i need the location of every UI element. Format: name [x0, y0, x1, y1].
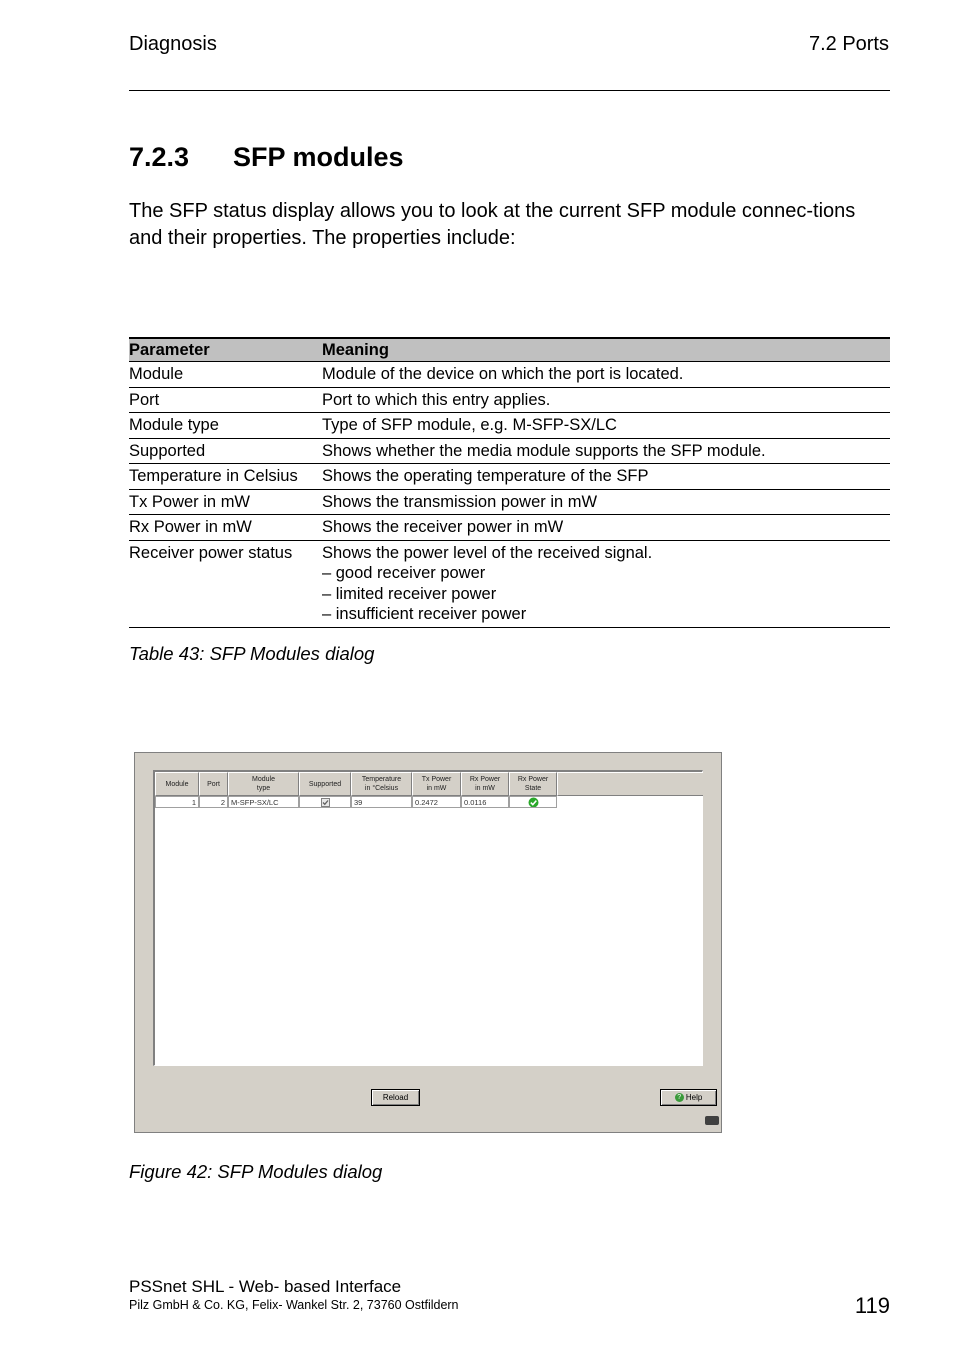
param-name: Rx Power in mW	[129, 515, 322, 541]
cell-supported[interactable]	[299, 796, 351, 808]
col-header-module[interactable]: Module	[155, 772, 199, 796]
meaning-line: Shows the power level of the received signal.	[322, 543, 653, 562]
parameter-table	[129, 337, 890, 628]
param-name: Supported	[129, 438, 322, 464]
param-row	[129, 489, 890, 515]
param-row	[129, 540, 890, 627]
page-number: 119	[854, 1293, 890, 1318]
cell-rx-power[interactable]: 0.0116	[461, 796, 509, 808]
col-header-filler	[557, 772, 703, 796]
help-button[interactable]	[660, 1089, 717, 1106]
param-row	[129, 438, 890, 464]
meaning-line: Type of SFP module, e.g. M-SFP-SX/LC	[322, 416, 617, 434]
param-column-header: Parameter	[129, 338, 322, 362]
section-number: 7.2.3	[129, 142, 190, 172]
reload-button[interactable]: Reload	[371, 1089, 420, 1106]
meaning-line: Shows the receiver power in mW	[322, 518, 564, 536]
meaning-line: – insufficient receiver power	[322, 605, 527, 623]
param-name: Tx Power in mW	[129, 489, 322, 515]
meaning-column-header: Meaning	[322, 338, 890, 362]
cell-port[interactable]: 2	[199, 796, 228, 808]
meaning-line: Shows the operating temperature of the SFP	[322, 467, 649, 485]
table-caption: Table 43: SFP Modules dialog	[129, 643, 375, 664]
cell-rx-state[interactable]	[509, 796, 557, 808]
running-header-right: 7.2 Ports	[808, 33, 889, 55]
section-title: SFP modules	[233, 142, 404, 172]
help-icon: ?	[675, 1093, 684, 1102]
header-rule	[129, 90, 890, 91]
sfp-table-grid	[153, 770, 703, 1066]
col-header-module-type[interactable]: Module type	[228, 772, 299, 796]
footer-address: Pilz GmbH & Co. KG, Felix- Wankel Str. 2, 73760 Ostfildern	[129, 1298, 459, 1312]
param-name: Module type	[129, 413, 322, 439]
col-header-rx-power[interactable]: Rx Power in mW	[461, 772, 509, 796]
help-label: Help	[685, 1093, 703, 1102]
supported-checkbox-icon[interactable]	[321, 798, 330, 807]
good-status-icon	[528, 797, 539, 808]
cell-module[interactable]: 1	[155, 796, 199, 808]
col-header-supported[interactable]: Supported	[299, 772, 351, 796]
col-header-temperature[interactable]: Temperature in °Celsius	[351, 772, 412, 796]
param-name: Module	[129, 362, 322, 388]
param-name: Receiver power status	[129, 540, 322, 627]
meaning-line: Shows whether the media module supports the SFP module.	[322, 441, 766, 460]
meaning-line: – limited receiver power	[322, 584, 497, 603]
param-meaning	[322, 464, 890, 490]
cell-tx-power[interactable]: 0.2472	[412, 796, 461, 808]
param-row	[129, 413, 890, 439]
meaning-line: Port to which this entry applies.	[322, 390, 551, 409]
param-row	[129, 362, 890, 388]
param-name: Temperature in Celsius	[129, 464, 322, 490]
param-row	[129, 464, 890, 490]
section-heading	[129, 142, 404, 173]
sfp-dialog-screenshot	[134, 752, 722, 1133]
meaning-line: Module of the device on which the port is located.	[322, 365, 684, 383]
col-header-rx-state[interactable]: Rx Power State	[509, 772, 557, 796]
figure-caption: Figure 42: SFP Modules dialog	[129, 1161, 383, 1182]
running-header-left: Diagnosis	[129, 33, 217, 55]
meaning-line: – good receiver power	[322, 564, 486, 582]
param-meaning	[322, 362, 890, 388]
param-meaning	[322, 515, 890, 541]
param-name: Port	[129, 387, 322, 413]
param-row	[129, 515, 890, 541]
meaning-line: Shows the transmission power in mW	[322, 492, 598, 511]
footer-product: PSSnet SHL - Web- based Interface	[129, 1277, 402, 1296]
col-header-port[interactable]: Port	[199, 772, 228, 796]
param-row	[129, 387, 890, 413]
col-header-tx-power[interactable]: Tx Power in mW	[412, 772, 461, 796]
param-meaning	[322, 387, 890, 413]
intro-paragraph: The SFP status display allows you to look at the current SFP module connec-tions and their properties. The properties include:	[129, 200, 856, 249]
param-meaning	[322, 540, 890, 627]
param-meaning	[322, 489, 890, 515]
cell-module-type[interactable]: M-SFP-SX/LC	[228, 796, 299, 808]
status-indicator-icon	[705, 1116, 719, 1125]
param-meaning	[322, 413, 890, 439]
param-meaning	[322, 438, 890, 464]
cell-temperature[interactable]: 39	[351, 796, 412, 808]
